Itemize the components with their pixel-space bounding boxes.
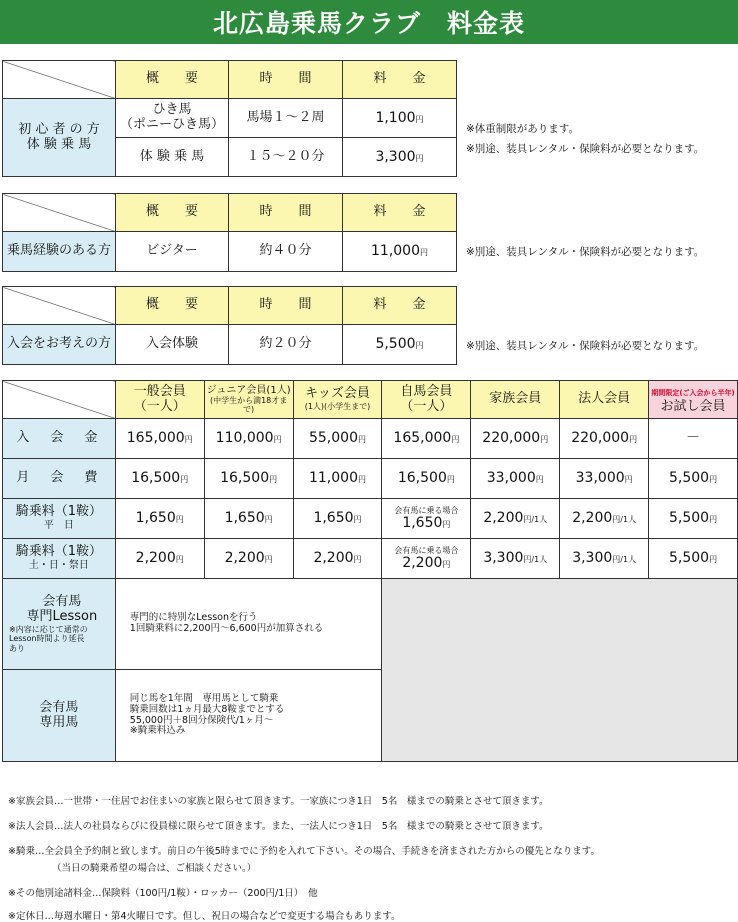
- price-cell: 1,650円: [115, 499, 204, 539]
- price-cell: 2,200円/1人: [471, 499, 560, 539]
- price-join-trial: 5,500円: [343, 325, 457, 365]
- row-label-beginner: 初 心 者 の 方 体 験 乗 馬: [3, 99, 116, 177]
- price-cell: 16,500円: [382, 459, 471, 499]
- price-cell: 1,650円: [204, 499, 293, 539]
- note-weight-limit: ※体重制限があります。: [466, 123, 579, 135]
- beginner-price-table: [2, 60, 457, 177]
- price-cell: 3,300円/1人: [560, 539, 649, 579]
- visitor-price-table: [2, 193, 457, 272]
- footnote-corporate: ※法人会員…法人の社員ならびに役員様に限らせて頂きます。また、一法人につき1日 5名 様までの騎乗とさせて頂きます。: [8, 821, 549, 832]
- price-cell: 会有馬に乗る場合 1,650円: [382, 499, 471, 539]
- price-cell: 3,300円/1人: [471, 539, 560, 579]
- page-title: 北広島乗馬クラブ 料金表: [0, 0, 738, 44]
- col-family: 家族会員: [471, 381, 560, 419]
- course-taiken: 体 験 乗 馬: [116, 138, 229, 177]
- course-join-trial: 入会体験: [116, 325, 229, 365]
- price-cell: 55,000円: [293, 419, 382, 459]
- price-cell: 2,200円/1人: [560, 499, 649, 539]
- price-cell: 33,000円: [471, 459, 560, 499]
- footnote-family: ※家族会員…一世帯・一住居でお住まいの家族と限らせて頂きます。一家族につき1日 5名 様までの騎乗とさせて頂きます。: [8, 796, 549, 807]
- row-label-entrance-fee: 入 会 金: [3, 419, 116, 459]
- header-ryokin: 料 金: [343, 287, 457, 325]
- price-cell: 5,500円: [649, 459, 738, 499]
- time-taiken: １５～２０分: [229, 138, 343, 177]
- col-jiba: 自馬会員 （一人）: [382, 381, 471, 419]
- time-hikiuma: 馬場１～２周: [229, 99, 343, 138]
- row-label-riding-weekend: 騎乗料（1鞍） 土・日・祭日: [3, 539, 116, 579]
- time-join-trial: 約２０分: [229, 325, 343, 365]
- price-cell: 110,000円: [204, 419, 293, 459]
- table-row: [3, 419, 738, 459]
- col-junior: ジュニア会員(1人) (中学生から満18才まで): [204, 381, 293, 419]
- price-cell: －: [649, 419, 738, 459]
- price-cell: 16,500円: [115, 459, 204, 499]
- header-gaiyo: 概 要: [116, 61, 229, 99]
- lesson-description: 専門的に特別なLessonを行う 1回騎乗料に2,200円～6,600円が加算される: [115, 579, 382, 670]
- header-jikan: 時 間: [229, 287, 343, 325]
- header-jikan: 時 間: [229, 194, 343, 232]
- price-cell: 33,000円: [560, 459, 649, 499]
- price-cell: 220,000円: [471, 419, 560, 459]
- price-cell: 会有馬に乗る場合 2,200円: [382, 539, 471, 579]
- header-jikan: 時 間: [229, 61, 343, 99]
- row-label-monthly-fee: 月 会 費: [3, 459, 116, 499]
- table-row: [3, 459, 738, 499]
- header-gaiyo: 概 要: [116, 194, 229, 232]
- price-hikiuma: 1,100円: [343, 99, 457, 138]
- price-cell: 2,200円: [115, 539, 204, 579]
- time-visitor: 約４０分: [229, 232, 343, 272]
- price-cell: 165,000円: [382, 419, 471, 459]
- price-cell: 16,500円: [204, 459, 293, 499]
- membership-price-table: [2, 380, 738, 762]
- note-extra-fee: ※別途、装具レンタル・保険料が必要となります。: [466, 246, 705, 258]
- header-gaiyo: 概 要: [116, 287, 229, 325]
- course-hikiuma: ひき馬 （ポニーひき馬）: [116, 99, 229, 138]
- header-corner: [3, 194, 116, 232]
- footnote-reservation: ※騎乗…全会員全予約制と致します。前日の午後5時までに予約を入れて下さい。その場合、手続きを済まされた方からの優先となります。: [8, 846, 600, 857]
- row-label-riding-weekday: 騎乗料（1鞍） 平 日: [3, 499, 116, 539]
- header-ryokin: 料 金: [343, 194, 457, 232]
- row-label-experienced: 乗馬経験のある方: [3, 232, 116, 272]
- footnote-holidays: ※定休日…毎週水曜日・第4火曜日です。但し、祝日の場合などで変更する場合もあります。: [8, 911, 401, 922]
- table-row: [3, 539, 738, 579]
- price-cell: 2,200円: [293, 539, 382, 579]
- row-label-lesson: 会有馬 専門Lesson ※内容に応じて通常の Lesson時間より延長 あり: [3, 579, 116, 670]
- price-visitor: 11,000円: [343, 232, 457, 272]
- col-corporate: 法人会員: [560, 381, 649, 419]
- course-visitor: ビジター: [116, 232, 229, 272]
- header-corner: [3, 287, 116, 325]
- col-kids: キッズ会員 (1人)(小学生まで): [293, 381, 382, 419]
- col-trial: 期間限定(ご入会から半年) お試し会員: [649, 381, 738, 419]
- col-ippan: 一般会員 （一人）: [115, 381, 204, 419]
- price-cell: 11,000円: [293, 459, 382, 499]
- row-label-join: 入会をお考えの方: [3, 325, 116, 365]
- trial-join-price-table: [2, 286, 457, 365]
- dedicated-description: 同じ馬を1年間 専用馬として騎乗 騎乗回数は1ヵ月最大8鞍までとする 55,000円＋8回分保険代/1ヶ月～ ※騎乗料込み: [115, 670, 382, 762]
- price-cell: 5,500円: [649, 539, 738, 579]
- price-cell: 165,000円: [115, 419, 204, 459]
- note-extra-fee: ※別途、装具レンタル・保険料が必要となります。: [466, 143, 705, 155]
- price-cell: 1,650円: [293, 499, 382, 539]
- note-extra-fee: ※別途、装具レンタル・保険料が必要となります。: [466, 340, 705, 352]
- price-cell: 2,200円: [204, 539, 293, 579]
- header-ryokin: 料 金: [343, 61, 457, 99]
- price-taiken: 3,300円: [343, 138, 457, 177]
- header-corner: [3, 381, 116, 419]
- price-cell: 5,500円: [649, 499, 738, 539]
- price-cell: 220,000円: [560, 419, 649, 459]
- footnote-reservation-sub: （当日の騎乗希望の場合は、ご相談ください。）: [52, 863, 257, 874]
- row-label-dedicated-horse: 会有馬 専用馬: [3, 670, 116, 762]
- table-row: [3, 499, 738, 539]
- empty-area: [382, 579, 738, 762]
- footnote-other-fees: ※その他別途諸料金…保険料（100円/1鞍）・ロッカー（200円/1日） 他: [8, 888, 318, 899]
- header-corner: [3, 61, 116, 99]
